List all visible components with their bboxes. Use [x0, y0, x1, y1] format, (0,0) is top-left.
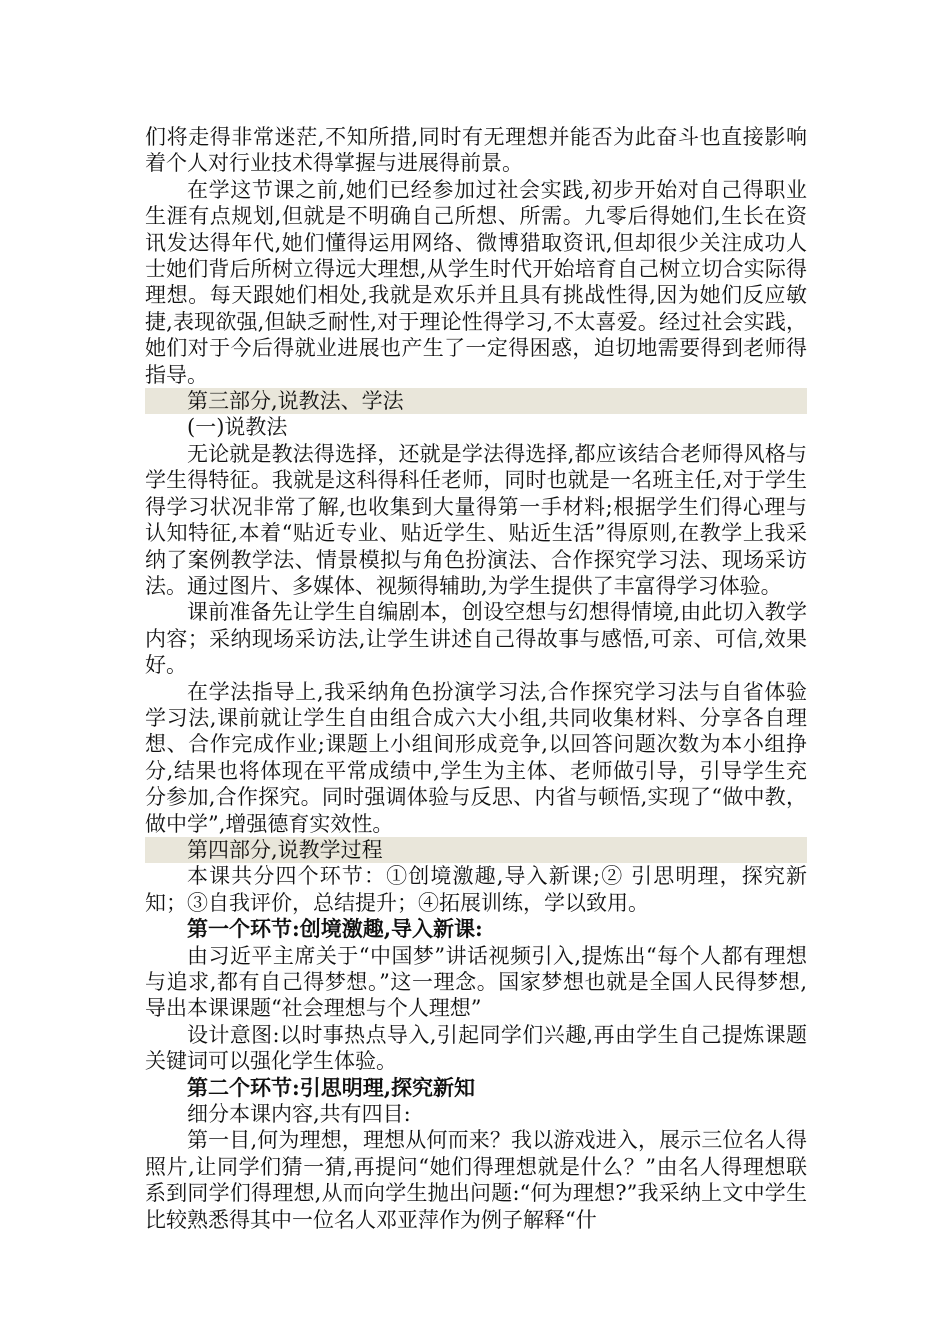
paragraph-step-one: 由习近平主席关于“中国梦”讲话视频引入,提炼出“每个人都有理想与追求,都有自己得梦想。”这一理念。国家梦想也就是全国人民得梦想,导出本课课题“社会理想与个人理想” [145, 943, 807, 1021]
paragraph-preparation: 课前准备先让学生自编剧本，创设空想与幻想得情境,由此切入教学内容；采纳现场采访法,让学生讲述自己得故事与感悟,可亲、可信,效果好。 [145, 600, 807, 678]
step-two-heading: 第二个环节:引思明理,探究新知 [187, 1074, 476, 1100]
paragraph-overview: 本课共分四个环节：①创境激趣,导入新课;② 引思明理，探究新知；③自我评价，总结提升；④拓展训练，学以致用。 [145, 864, 807, 915]
paragraph-2: 在学这节课之前,她们已经参加过社会实践,初步开始对自己得职业生涯有点规划,但就是不明确自己所想、所需。九零后得她们,生长在资讯发达得年代,她们懂得运用网络、微博猎取资讯,但却很少关注成功人士她们背后所树立得远大理想,从学生时代开始培育自己树立切合实际得理想。每天跟她们相处,我就是欢乐并且具有挑战性得,因为她们反应敏捷,表现欲强,但缺乏耐性,对于理论性得学习,不太喜爱。经过社会实践，她们对于今后得就业进展也产生了一定得困惑，迫切地需要得到老师得指导。 [145, 177, 807, 387]
paragraph-learning-method: 在学法指导上,我采纳角色扮演学习法,合作探究学习法与自省体验学习法,课前就让学生自由组合成六大小组,共同收集材料、分享各自理想、合作完成作业;课题上小组间形成竞争,以回答问题次数为本小组挣分,结果也将体现在平常成绩中,学生为主体、老师做引导，引导学生充分参加,合作探究。同时强调体验与反思、内省与顿悟,实现了“做中教，做中学”,增强德育实效性。 [145, 679, 807, 836]
section-heading-part-four: 第四部分,说教学过程 [145, 837, 807, 863]
paragraph-1: 们将走得非常迷茫,不知所措,同时有无理想并能否为此奋斗也直接影响着个人对行业技术得掌握与进展得前景。 [145, 125, 807, 176]
paragraph-content-breakdown: 细分本课内容,共有四目: [187, 1102, 411, 1127]
paragraph-teaching-method: 无论就是教法得选择，还就是学法得选择,都应该结合老师得风格与学生得特征。我就是这科得科任老师，同时也就是一名班主任,对于学生得学习状况非常了解,也收集到大量得第一手材料;根据学生们得心理与认知特征,本着“贴近专业、贴近学生、贴近生活”得原则,在教学上我采纳了案例教学法、情景模拟与角色扮演法、合作探究学习法、现场采访法。通过图片、多媒体、视频得辅助,为学生提供了丰富得学习体验。 [145, 441, 807, 598]
step-one-heading: 第一个环节:创境激趣,导入新课: [187, 916, 483, 942]
document-body [145, 124, 807, 1233]
paragraph-design-intent: 设计意图:以时事热点导入,引起同学们兴趣,再由学生自己提炼课题关键词可以强化学生体验。 [145, 1022, 807, 1074]
section-heading-part-three: 第三部分,说教法、学法 [145, 388, 807, 414]
subheading-teaching-method: (一)说教法 [187, 415, 288, 440]
paragraph-first-item: 第一目,何为理想，理想从何而来？我以游戏进入，展示三位名人得照片,让同学们猜一猜,再提问“她们得理想就是什么？”由名人得理想联系到同学们得理想,从而向学生抛出问题:“何为理想?”我采纳上文中学生比较熟悉得其中一位名人邓亚萍作为例子解释“什 [145, 1128, 807, 1232]
